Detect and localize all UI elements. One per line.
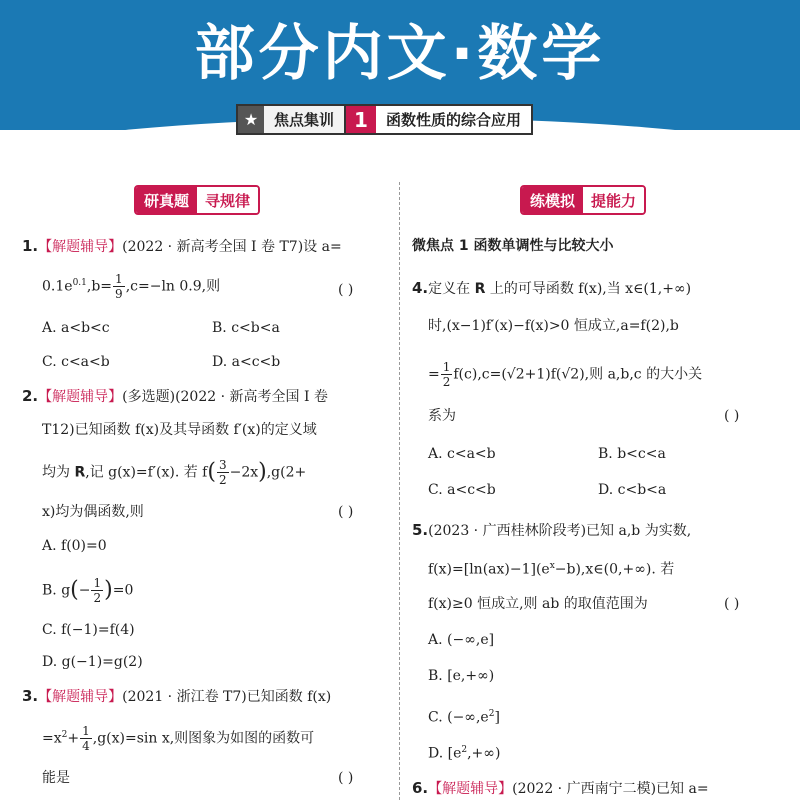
q1-option-c: C. c<a<b bbox=[42, 354, 110, 370]
q4-line-2: 时,(x−1)f′(x)−f(x)>0 恒成立,a=f(2),b bbox=[428, 318, 679, 334]
q5-option-d-post: ,+∞) bbox=[467, 745, 501, 762]
q1-fraction-denominator: 9 bbox=[115, 287, 123, 301]
q4-text-1c: 上的可导函数 f(x),当 x∈(1,+∞) bbox=[485, 281, 692, 297]
q4-fraction-numerator: 1 bbox=[442, 360, 451, 374]
q3-text-2c: ,g(x)=sin x,则图象为如图的函数可 bbox=[92, 730, 315, 747]
q4-line-4: 系为 bbox=[428, 408, 456, 424]
q2-option-c: C. f(−1)=f(4) bbox=[42, 622, 135, 638]
q5-line-3: f(x)≥0 恒成立,则 ab 的取值范围为 bbox=[428, 596, 648, 612]
q5-option-d-pre: D. [e bbox=[428, 745, 462, 762]
q5-option-c-pre: C. (−∞,e bbox=[428, 709, 489, 726]
q3-fraction-numerator: 1 bbox=[82, 724, 90, 738]
q5-option-c-post: ] bbox=[494, 709, 500, 726]
q5-option-a: A. (−∞,e] bbox=[428, 632, 495, 648]
q1-fraction bbox=[113, 272, 125, 301]
q1-line-2 bbox=[42, 272, 220, 301]
q2-number: 2. bbox=[22, 387, 39, 405]
q1-option-a: A. a<b<c bbox=[42, 320, 110, 336]
q2-text-3e: ,g(2+ bbox=[266, 464, 307, 481]
q2-option-d: D. g(−1)=g(2) bbox=[42, 654, 143, 670]
page-title: 部分内文·数学 bbox=[194, 19, 606, 89]
q1-text-2a: 0.1e bbox=[42, 278, 73, 295]
q5-exponent: x bbox=[549, 561, 555, 571]
q2-option-b-pre: B. g bbox=[42, 582, 71, 599]
q2-text-3b: R bbox=[74, 464, 86, 481]
q4-option-c: C. a<c<b bbox=[428, 482, 496, 498]
q4-text-3a: = bbox=[428, 366, 440, 383]
q3-exponent: 2 bbox=[61, 729, 68, 740]
q3-text-2b: + bbox=[67, 730, 80, 747]
q2-line-1 bbox=[22, 386, 328, 407]
q6-text-1: (2022 · 广西南宁二模)已知 a= bbox=[512, 781, 709, 797]
q4-line-1 bbox=[412, 278, 691, 299]
q2-fraction-numerator: 3 bbox=[218, 458, 227, 472]
q2-fraction bbox=[217, 458, 229, 487]
q2-option-b-denominator: 2 bbox=[93, 591, 102, 605]
q4-text-1b: R bbox=[474, 281, 486, 297]
q3-fraction bbox=[80, 724, 92, 753]
q3-number: 3. bbox=[22, 687, 39, 705]
q1-exponent: 0.1 bbox=[72, 277, 87, 288]
q5-text-1: (2023 · 广西桂林阶段考)已知 a,b 为实数, bbox=[428, 523, 692, 539]
q2-option-b-numerator: 1 bbox=[93, 576, 102, 590]
q2-line-2: T12)已知函数 f(x)及其导函数 f′(x)的定义域 bbox=[42, 422, 317, 438]
q5-text-2a: f(x)=[ln(ax)−1](e bbox=[428, 561, 550, 578]
q4-line-3 bbox=[428, 360, 702, 389]
q1-text-2b: ,b= bbox=[86, 278, 113, 295]
q5-option-d-exponent: 2 bbox=[461, 745, 468, 755]
q4-text-3b: f(c),c=(√2+1)f(√2),则 a,b,c 的大小关 bbox=[453, 366, 703, 383]
q3-line-3: 能是 bbox=[42, 770, 70, 786]
q3-text-1: (2021 · 浙江卷 T7)已知函数 f(x) bbox=[122, 689, 332, 705]
right-section-pill bbox=[520, 185, 646, 215]
q4-option-b: B. b<c<a bbox=[598, 446, 666, 462]
left-section-label-b: 寻规律 bbox=[197, 187, 258, 213]
q2-text-1: (多选题)(2022 · 新高考全国 Ⅰ 卷 bbox=[122, 389, 328, 405]
q5-number: 5. bbox=[412, 521, 429, 539]
q1-fraction-numerator: 1 bbox=[115, 272, 123, 286]
q4-text-1a: 定义在 bbox=[428, 281, 475, 297]
q2-option-b: B. g(− $\frac{1}{2}$ )=0 bbox=[42, 576, 134, 605]
q1-tag: 【解题辅导】 bbox=[38, 239, 123, 255]
q2-right-paren: ) bbox=[258, 459, 267, 485]
right-section-label-a: 练模拟 bbox=[522, 187, 583, 213]
topic-title: 函数性质的综合应用 bbox=[386, 111, 522, 129]
q1-text-1: (2022 · 新高考全国 Ⅰ 卷 T7)设 a= bbox=[122, 239, 342, 255]
q5-option-c-exponent: 2 bbox=[488, 709, 495, 719]
q1-line-1 bbox=[22, 236, 342, 257]
q5-option-b: B. [e,+∞) bbox=[428, 668, 495, 684]
q2-line-4: x)均为偶函数,则 bbox=[42, 504, 144, 520]
q3-fraction-denominator: 4 bbox=[82, 739, 90, 753]
q3-answer-paren: ( ) bbox=[338, 770, 354, 786]
q2-fraction-denominator: 2 bbox=[218, 473, 227, 487]
q1-option-d: D. a<c<b bbox=[212, 354, 281, 370]
q2-line-3 bbox=[42, 458, 306, 487]
q2-option-b-fraction bbox=[91, 576, 103, 605]
q6-number: 6. bbox=[412, 779, 429, 797]
star-icon: ★ bbox=[238, 106, 264, 133]
q4-fraction bbox=[441, 360, 453, 389]
q3-tag: 【解题辅导】 bbox=[38, 689, 123, 705]
q5-option-d bbox=[428, 740, 500, 764]
micro-focus-heading: 微焦点 1 函数单调性与比较大小 bbox=[412, 238, 614, 254]
q5-answer-paren: ( ) bbox=[724, 596, 740, 612]
left-section-pill bbox=[134, 185, 260, 215]
q2-option-b-left-paren: ( bbox=[70, 577, 79, 603]
q1-option-b: B. c<b<a bbox=[212, 320, 280, 336]
q3-text-2a: =x bbox=[42, 730, 62, 747]
q4-number: 4. bbox=[412, 279, 429, 297]
q2-text-3a: 均为 bbox=[42, 464, 75, 481]
q2-text-3c: ,记 g(x)=f′(x). 若 f bbox=[85, 464, 208, 481]
header-curve bbox=[0, 118, 800, 338]
q4-option-a: A. c<a<b bbox=[428, 446, 496, 462]
right-section-label-b: 提能力 bbox=[583, 187, 644, 213]
q4-option-d: D. c<b<a bbox=[598, 482, 667, 498]
topic-label: 焦点集训 bbox=[264, 106, 346, 133]
q2-text-3d: −2x bbox=[229, 464, 259, 481]
topic-number: 1 bbox=[346, 106, 376, 133]
q5-text-2b: −b),x∈(0,+∞). 若 bbox=[554, 561, 675, 578]
topic-bar bbox=[236, 104, 533, 135]
q6-line-1 bbox=[412, 778, 709, 799]
q2-tag: 【解题辅导】 bbox=[38, 389, 123, 405]
left-section-label-a: 研真题 bbox=[136, 187, 197, 213]
q4-answer-paren: ( ) bbox=[724, 408, 740, 424]
q2-option-a: A. f(0)=0 bbox=[42, 538, 107, 554]
q2-option-b-post: =0 bbox=[112, 582, 134, 599]
column-divider bbox=[399, 182, 400, 800]
q3-line-1 bbox=[22, 686, 331, 707]
q1-number: 1. bbox=[22, 237, 39, 255]
q2-left-paren: ( bbox=[207, 459, 216, 485]
q2-answer-paren: ( ) bbox=[338, 504, 354, 520]
q5-line-2 bbox=[428, 556, 674, 580]
q1-text-2c: ,c=−ln 0.9,则 bbox=[125, 278, 221, 295]
q4-fraction-denominator: 2 bbox=[442, 375, 451, 389]
q5-option-c bbox=[428, 704, 500, 728]
q6-tag: 【解题辅导】 bbox=[428, 781, 513, 797]
q3-line-2 bbox=[42, 724, 314, 753]
q2-option-b-right-paren: ) bbox=[104, 577, 113, 603]
q5-line-1 bbox=[412, 520, 691, 541]
q1-answer-paren: ( ) bbox=[338, 282, 354, 298]
